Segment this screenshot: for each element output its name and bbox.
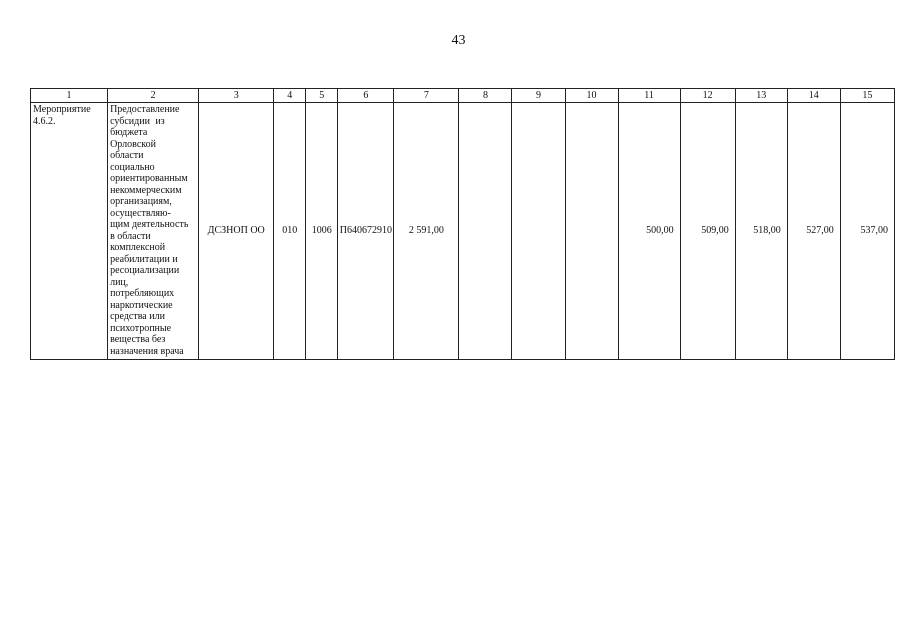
header-cell-12: 12 <box>680 89 735 103</box>
header-cell-13: 13 <box>735 89 787 103</box>
value-cell-15: 537,00 <box>840 103 894 360</box>
description-line: некоммерческим <box>110 184 182 196</box>
budget-table <box>30 88 895 360</box>
header-cell-2: 2 <box>108 89 199 103</box>
description-cell <box>108 103 199 360</box>
header-cell-8: 8 <box>459 89 512 103</box>
rzpr-cell: 1006 <box>306 103 338 360</box>
value-cell-12: 509,00 <box>680 103 735 360</box>
grbs-cell: 010 <box>274 103 306 360</box>
header-cell-9: 9 <box>512 89 565 103</box>
page-number: 43 <box>451 33 466 48</box>
value-cell-13: 518,00 <box>735 103 787 360</box>
description-line: потребляющих <box>110 288 175 299</box>
executor-cell: ДСЗНОП ОО <box>199 103 274 360</box>
header-cell-1: 1 <box>31 89 108 103</box>
description-line: Предоставление <box>110 104 180 115</box>
description-line: назначения врача <box>110 345 184 357</box>
description-line: наркотические <box>110 299 173 311</box>
description-line: лиц, <box>110 276 129 288</box>
description-line: осуществляю- <box>110 207 171 219</box>
description-line: социально <box>110 161 155 173</box>
event-cell: Мероприятие 4.6.2. <box>31 103 108 360</box>
description-line: вещества без <box>110 334 166 345</box>
description-line: комплексной <box>110 242 166 253</box>
header-cell-7: 7 <box>394 89 459 103</box>
description-line: области <box>110 150 144 161</box>
header-cell-3: 3 <box>199 89 274 103</box>
description-line: щим деятельность <box>110 219 189 230</box>
value-cell-14: 527,00 <box>787 103 840 360</box>
description-line: реабилитации и <box>110 253 178 265</box>
description-line: ресоциализации <box>110 265 180 276</box>
header-cell-4: 4 <box>274 89 306 103</box>
value-cell-10 <box>565 103 618 360</box>
header-cell-15: 15 <box>840 89 894 103</box>
value-cell-8 <box>459 103 512 360</box>
description-line: субсидии из <box>110 115 165 127</box>
csr-cell: П640672910 <box>338 103 394 360</box>
header-cell-6: 6 <box>338 89 394 103</box>
table-row <box>31 103 895 360</box>
description-line: бюджета <box>110 127 148 138</box>
description-line: ориентированным <box>110 173 188 184</box>
header-cell-10: 10 <box>565 89 618 103</box>
value-cell-11: 500,00 <box>618 103 680 360</box>
description-line: Орловской <box>110 138 156 150</box>
header-row <box>31 89 895 103</box>
description-line: средства или <box>110 311 165 322</box>
description-line: организациям, <box>110 196 172 207</box>
description-line: в области <box>110 230 151 242</box>
header-cell-5: 5 <box>306 89 338 103</box>
description-line: психотропные <box>110 322 172 334</box>
value-cell-9 <box>512 103 565 360</box>
header-cell-11: 11 <box>618 89 680 103</box>
header-cell-14: 14 <box>787 89 840 103</box>
total-cell: 2 591,00 <box>394 103 459 360</box>
